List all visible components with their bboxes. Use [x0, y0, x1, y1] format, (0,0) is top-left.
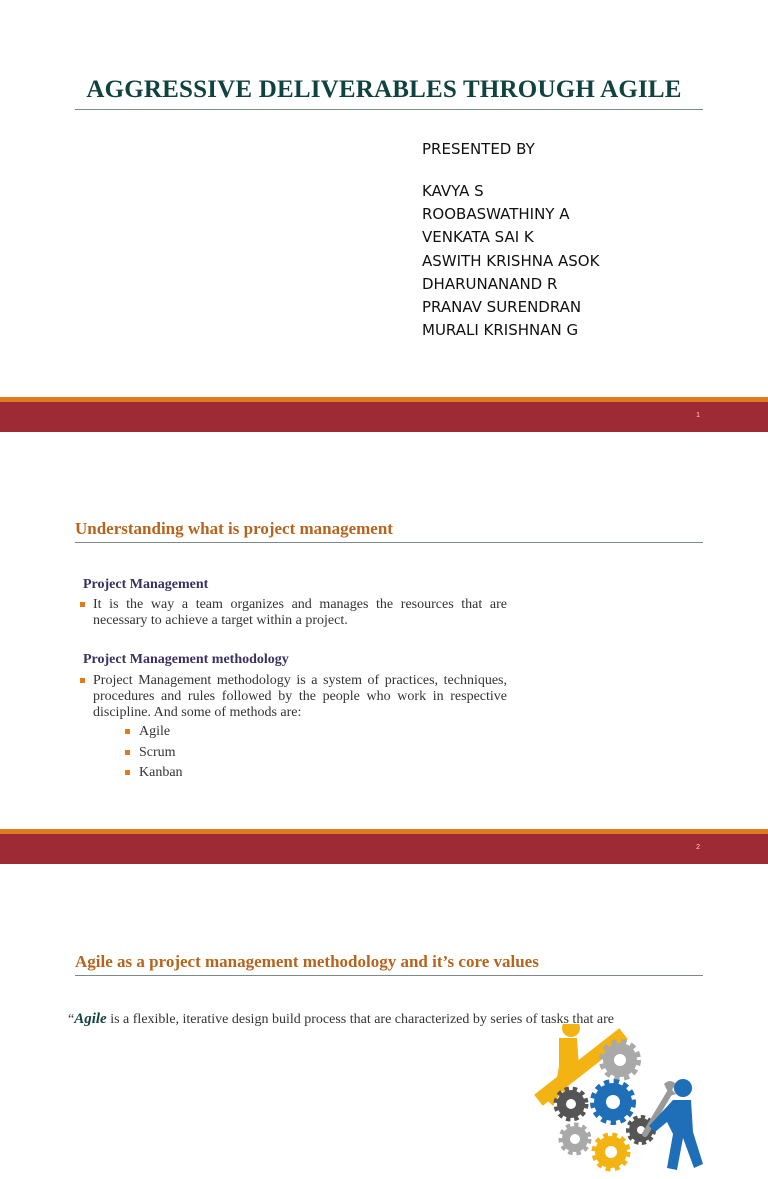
- pm-subheading: Project Management: [83, 577, 209, 592]
- slide-number: 2: [696, 844, 700, 851]
- agile-term: Agile: [74, 1011, 107, 1027]
- gear-gray-large: [603, 1043, 637, 1077]
- title-underline: [75, 109, 703, 110]
- people-with-gears-icon: [525, 1014, 710, 1179]
- methodology-bullet: [80, 673, 507, 721]
- heading-underline: [75, 542, 703, 543]
- quote-mark: “: [68, 1012, 75, 1027]
- worker-figure-blue: [649, 1079, 703, 1170]
- method-label: Kanban: [139, 765, 183, 780]
- bullet-marker: [125, 750, 130, 755]
- gear-gray-small: [562, 1126, 588, 1152]
- heading-underline: [75, 975, 703, 976]
- presenter-name: PRANAV SURENDRAN: [422, 298, 582, 317]
- presenter-name: ASWITH KRISHNA ASOK: [422, 251, 600, 270]
- list-item: [125, 724, 183, 745]
- slide-2: [0, 432, 768, 866]
- slide-footer-band: [0, 829, 768, 864]
- presenter-name: DHARUNANAND R: [422, 274, 558, 293]
- slide-heading: Agile as a project management methodology and it’s core values: [75, 952, 539, 971]
- bullet-marker: [125, 729, 130, 734]
- method-label: Agile: [139, 724, 171, 739]
- presenter-name: VENKATA SAI K: [422, 228, 534, 247]
- presented-by-label: PRESENTED BY: [422, 140, 535, 158]
- slide-number: 1: [696, 412, 700, 419]
- slide-heading: Understanding what is project management: [75, 519, 393, 538]
- gear-yellow: [595, 1136, 627, 1168]
- definition-text: is a flexible, iterative design build process that are characterized by series of tasks that are: [106, 1012, 615, 1027]
- list-item: [125, 765, 183, 786]
- presenter-name: KAVYA S: [422, 182, 484, 200]
- presenter-list: [422, 180, 599, 342]
- list-item: [125, 745, 183, 766]
- gear-dark: [557, 1090, 585, 1118]
- methodology-bullet-text: Project Management methodology is a system of practices, techniques, procedures and rules followed by the people who work in respective discipline. And some of methods are:: [93, 673, 507, 720]
- presenter-name: MURALI KRISHNAN G: [422, 321, 579, 340]
- slide-title: AGGRESSIVE DELIVERABLES THROUGH AGILE: [86, 76, 682, 103]
- gear-blue: [594, 1083, 632, 1121]
- methods-list: [125, 724, 183, 786]
- method-label: Scrum: [139, 744, 176, 760]
- slide-1: [0, 0, 768, 432]
- agile-definition-paragraph: [68, 1011, 708, 1028]
- pm-bullet: [80, 597, 507, 629]
- bullet-marker: [80, 602, 85, 607]
- slide-footer-band: [0, 397, 768, 432]
- presenter-name: ROOBASWATHINY A: [422, 205, 570, 224]
- slide-3: [0, 866, 768, 1024]
- methodology-subheading: Project Management methodology: [83, 652, 289, 667]
- bullet-marker: [125, 770, 130, 775]
- pm-bullet-text: It is the way a team organizes and manages the resources that are necessary to achieve a target within a project.: [93, 597, 507, 628]
- bullet-marker: [80, 678, 85, 683]
